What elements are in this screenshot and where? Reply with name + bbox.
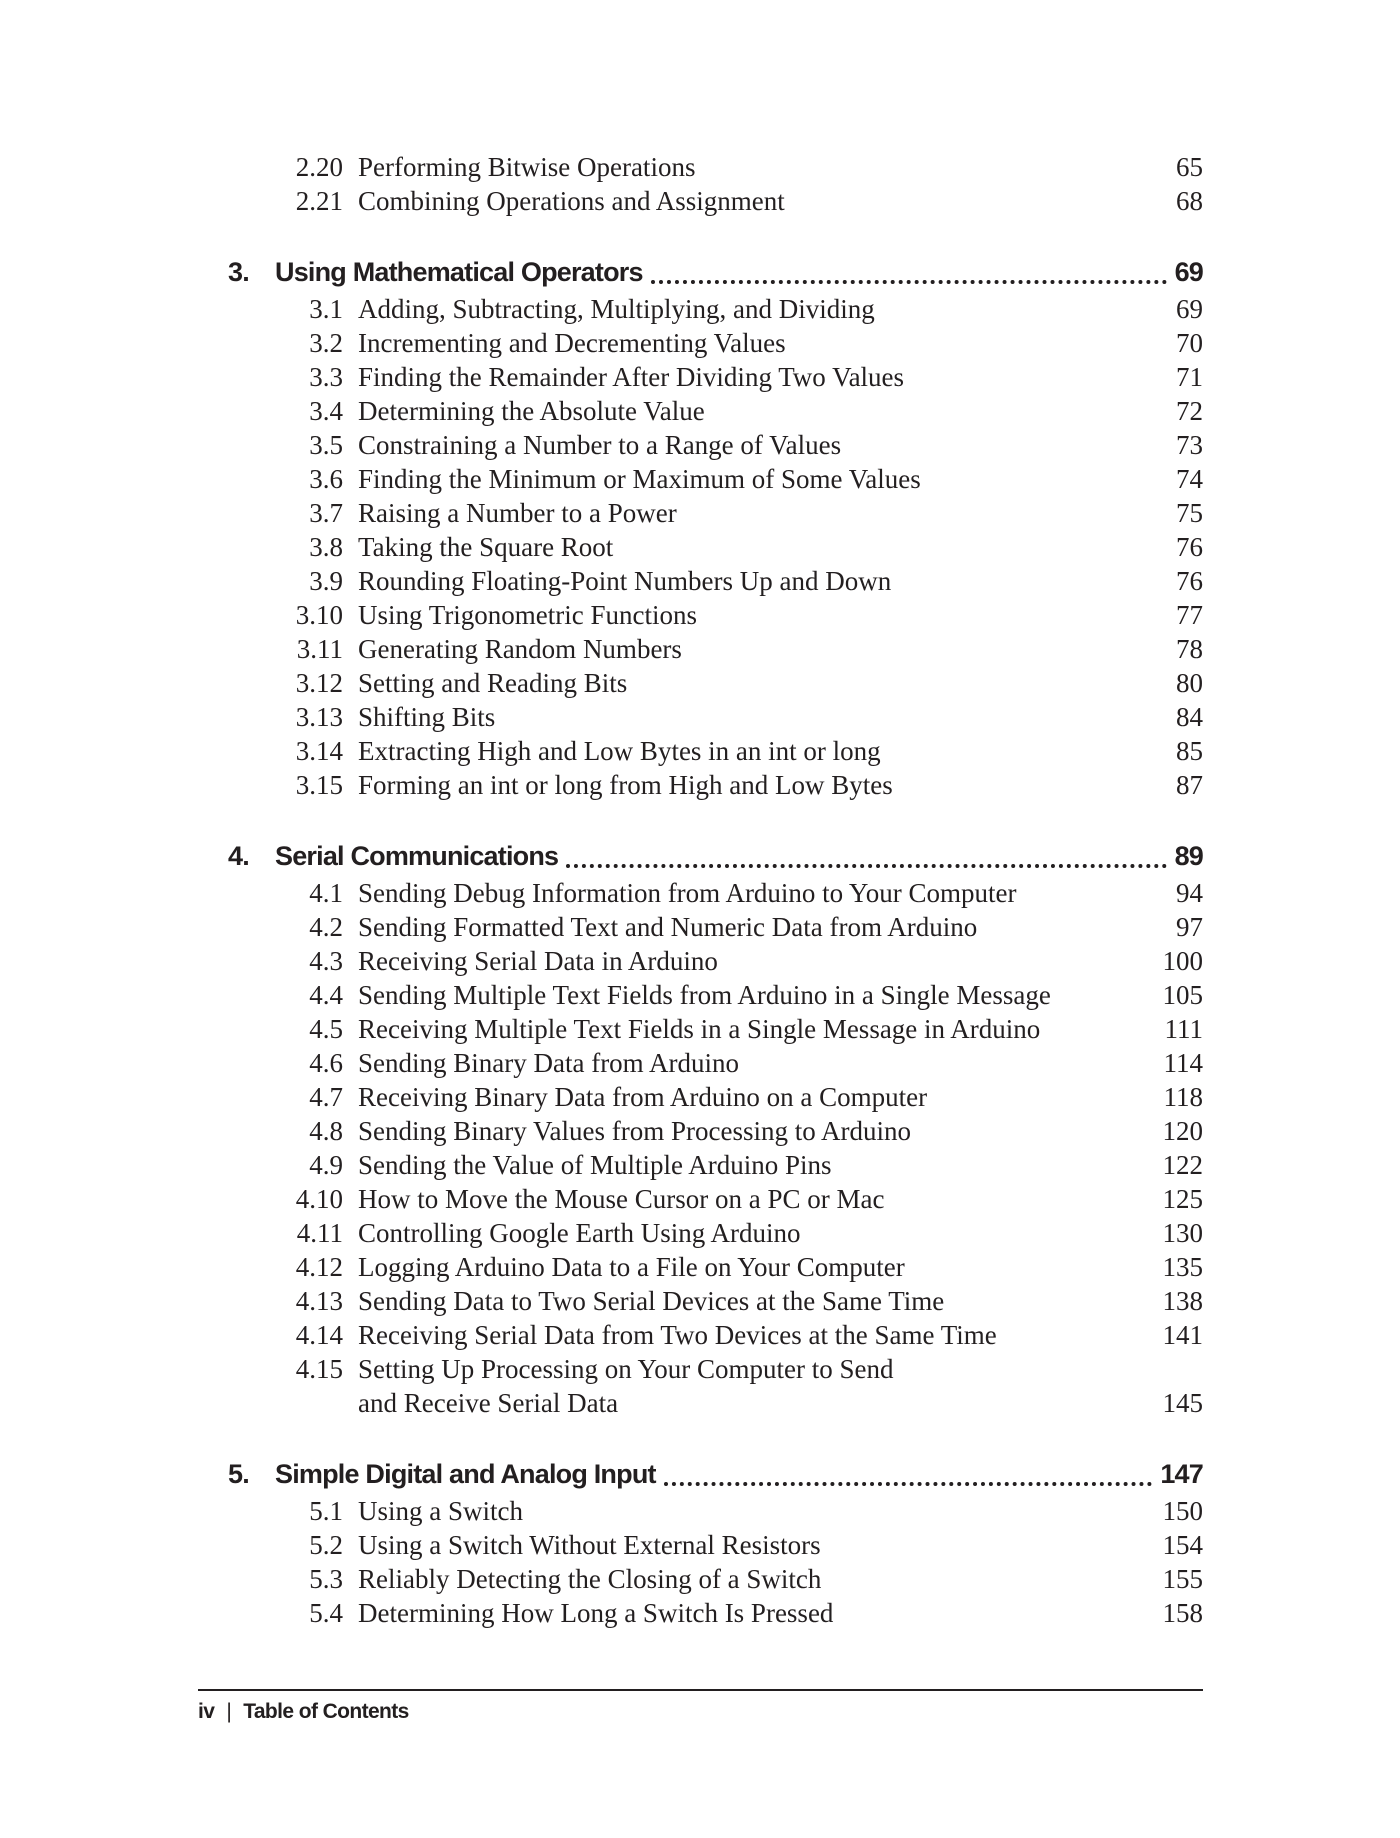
toc-entry[interactable]	[0, 1250, 1400, 1284]
toc-entry[interactable]	[0, 564, 1400, 598]
entry-title: Finding the Remainder After Dividing Two Values	[358, 362, 905, 392]
entry-title: Using Trigonometric Functions	[358, 600, 698, 630]
running-footer-title: Table of Contents	[243, 1700, 409, 1723]
entry-page: 145	[1162, 1388, 1203, 1418]
entry-title: Rounding Floating-Point Numbers Up and Down	[358, 566, 892, 596]
entry-title: Sending Binary Values from Processing to Arduino	[358, 1116, 911, 1146]
toc-entry[interactable]	[0, 768, 1400, 802]
entry-number: 3.4	[309, 396, 343, 426]
footer-separator: |	[226, 1700, 232, 1723]
entry-number: 3.10	[295, 600, 343, 630]
chapter-title: Using Mathematical Operators	[275, 257, 643, 287]
entry-page: 111	[1164, 1014, 1203, 1044]
entry-title: Reliably Detecting the Closing of a Switch	[358, 1564, 822, 1594]
entry-page: 87	[1176, 770, 1203, 800]
toc-entry[interactable]	[0, 292, 1400, 326]
entry-page: 75	[1176, 498, 1203, 528]
entry-title: Setting and Reading Bits	[358, 668, 628, 698]
toc-entry[interactable]	[0, 1182, 1400, 1216]
toc-entry[interactable]	[0, 978, 1400, 1012]
entry-page: 150	[1162, 1496, 1203, 1526]
entry-title: Sending the Value of Multiple Arduino Pins	[358, 1150, 832, 1180]
entry-page: 85	[1176, 736, 1203, 766]
entry-number: 2.20	[295, 152, 343, 182]
toc-entry[interactable]	[0, 734, 1400, 768]
toc-entry[interactable]	[0, 598, 1400, 632]
entry-page: 125	[1162, 1184, 1203, 1214]
toc-entry[interactable]	[0, 496, 1400, 530]
entry-page: 105	[1162, 980, 1203, 1010]
entry-number: 4.6	[309, 1048, 343, 1078]
entry-page: 76	[1176, 532, 1203, 562]
chapter-heading-4[interactable]	[0, 837, 1400, 875]
entry-title: Extracting High and Low Bytes in an int or long	[358, 736, 881, 766]
toc-entry[interactable]	[0, 394, 1400, 428]
entry-title: Receiving Binary Data from Arduino on a Computer	[358, 1082, 928, 1112]
toc-entry[interactable]	[0, 150, 1400, 184]
entry-page: 68	[1176, 186, 1203, 216]
entry-title-continuation: and Receive Serial Data	[358, 1388, 619, 1418]
entry-number: 4.3	[309, 946, 343, 976]
entry-page: 158	[1162, 1598, 1203, 1628]
entry-number: 3.14	[295, 736, 343, 766]
entry-title: Sending Binary Data from Arduino	[358, 1048, 739, 1078]
chapter-title: Simple Digital and Analog Input	[275, 1459, 656, 1489]
toc-entry[interactable]	[0, 632, 1400, 666]
entry-number: 4.12	[295, 1252, 343, 1282]
entry-title: Logging Arduino Data to a File on Your Computer	[358, 1252, 905, 1282]
toc-entry[interactable]	[0, 184, 1400, 218]
entry-page: 155	[1162, 1564, 1203, 1594]
toc-entry[interactable]	[0, 1596, 1400, 1630]
entry-page: 94	[1176, 878, 1203, 908]
page-footer	[198, 1697, 409, 1727]
entry-title: Finding the Minimum or Maximum of Some Values	[358, 464, 921, 494]
entry-number: 5.3	[309, 1564, 343, 1594]
chapter-number: 5.	[228, 1459, 249, 1489]
entry-number: 4.15	[295, 1354, 343, 1384]
entry-page: 122	[1162, 1150, 1203, 1180]
toc-entry[interactable]	[0, 1148, 1400, 1182]
entry-title: Receiving Serial Data in Arduino	[358, 946, 718, 976]
entry-number: 3.7	[309, 498, 343, 528]
entry-number: 3.13	[295, 702, 343, 732]
entry-title: Using a Switch	[358, 1496, 523, 1526]
entry-page: 130	[1162, 1218, 1203, 1248]
entry-number: 4.7	[309, 1082, 343, 1112]
toc-entry[interactable]	[0, 876, 1400, 910]
toc-entry[interactable]	[0, 1562, 1400, 1596]
entry-title: Sending Multiple Text Fields from Arduino in a Single Message	[358, 980, 1051, 1010]
chapter-number: 3.	[228, 257, 249, 287]
toc-entry[interactable]	[0, 462, 1400, 496]
entry-page: 135	[1162, 1252, 1203, 1282]
entry-number: 3.15	[295, 770, 343, 800]
entry-page: 118	[1163, 1082, 1203, 1112]
footer-divider	[198, 1689, 1203, 1691]
entry-number: 3.2	[309, 328, 343, 358]
entry-title: Sending Formatted Text and Numeric Data from Arduino	[358, 912, 978, 942]
entry-title: How to Move the Mouse Cursor on a PC or Mac	[358, 1184, 885, 1214]
entry-number: 3.12	[295, 668, 343, 698]
entry-title: Constraining a Number to a Range of Values	[358, 430, 842, 460]
entry-page: 65	[1176, 152, 1203, 182]
entry-page: 70	[1176, 328, 1203, 358]
toc-entry[interactable]	[0, 326, 1400, 360]
entry-title: Raising a Number to a Power	[358, 498, 677, 528]
entry-title: Taking the Square Root	[358, 532, 614, 562]
entry-number: 3.1	[309, 294, 343, 324]
entry-page: 72	[1176, 396, 1203, 426]
entry-number: 3.9	[309, 566, 343, 596]
entry-number: 3.6	[309, 464, 343, 494]
toc-entry[interactable]	[0, 1046, 1400, 1080]
entry-number: 5.1	[309, 1496, 343, 1526]
entry-title: Performing Bitwise Operations	[358, 152, 696, 182]
toc-entry[interactable]	[0, 700, 1400, 734]
dot-leader	[651, 280, 1167, 284]
chapter-page: 147	[1160, 1459, 1203, 1489]
toc-entry[interactable]	[0, 1012, 1400, 1046]
chapter-page: 69	[1174, 257, 1203, 287]
entry-title: Setting Up Processing on Your Computer to Send	[358, 1354, 894, 1384]
toc-entry[interactable]	[0, 1284, 1400, 1318]
toc-entry[interactable]	[0, 1352, 1400, 1386]
toc-entry[interactable]	[0, 1080, 1400, 1114]
entry-number: 5.4	[309, 1598, 343, 1628]
entry-page: 100	[1162, 946, 1203, 976]
entry-title: Sending Data to Two Serial Devices at the Same Time	[358, 1286, 945, 1316]
toc-entry[interactable]	[0, 1114, 1400, 1148]
toc-entry[interactable]	[0, 530, 1400, 564]
entry-title: Sending Debug Information from Arduino to Your Computer	[358, 878, 1017, 908]
entry-title: Incrementing and Decrementing Values	[358, 328, 786, 358]
page-number: iv	[198, 1700, 215, 1723]
entry-page: 114	[1163, 1048, 1203, 1078]
entry-page: 154	[1162, 1530, 1203, 1560]
toc-entry[interactable]	[0, 1494, 1400, 1528]
entry-page: 71	[1176, 362, 1203, 392]
entry-page: 120	[1162, 1116, 1203, 1146]
chapter-heading-5[interactable]	[0, 1455, 1400, 1493]
entry-page: 73	[1176, 430, 1203, 460]
entry-title: Determining How Long a Switch Is Pressed	[358, 1598, 834, 1628]
entry-number: 3.8	[309, 532, 343, 562]
entry-page: 77	[1176, 600, 1203, 630]
entry-number: 4.14	[295, 1320, 343, 1350]
toc-entry[interactable]	[0, 666, 1400, 700]
chapter-page: 89	[1174, 841, 1203, 871]
entry-page: 84	[1176, 702, 1203, 732]
dot-leader	[664, 1482, 1153, 1486]
chapter-heading-3[interactable]	[0, 253, 1400, 291]
entry-title: Using a Switch Without External Resistors	[358, 1530, 821, 1560]
entry-number: 4.5	[309, 1014, 343, 1044]
entry-title: Shifting Bits	[358, 702, 496, 732]
entry-number: 5.2	[309, 1530, 343, 1560]
dot-leader	[566, 864, 1166, 868]
entry-title: Combining Operations and Assignment	[358, 186, 785, 216]
entry-title: Determining the Absolute Value	[358, 396, 705, 426]
entry-title: Receiving Multiple Text Fields in a Single Message in Arduino	[358, 1014, 1041, 1044]
entry-number: 4.11	[296, 1218, 343, 1248]
entry-page: 138	[1162, 1286, 1203, 1316]
entry-title: Controlling Google Earth Using Arduino	[358, 1218, 801, 1248]
entry-title: Forming an int or long from High and Low Bytes	[358, 770, 893, 800]
toc-entry[interactable]	[0, 910, 1400, 944]
entry-number: 4.10	[295, 1184, 343, 1214]
toc-entry[interactable]	[0, 1318, 1400, 1352]
toc-entry[interactable]	[0, 360, 1400, 394]
toc-entry-continuation[interactable]	[0, 1386, 1400, 1420]
entry-title: Receiving Serial Data from Two Devices at the Same Time	[358, 1320, 997, 1350]
chapter-number: 4.	[228, 841, 249, 871]
entry-page: 80	[1176, 668, 1203, 698]
entry-number: 3.3	[309, 362, 343, 392]
entry-page: 141	[1162, 1320, 1203, 1350]
entry-page: 97	[1176, 912, 1203, 942]
entry-number: 4.1	[309, 878, 343, 908]
toc-entry[interactable]	[0, 944, 1400, 978]
entry-page: 69	[1176, 294, 1203, 324]
entry-title: Generating Random Numbers	[358, 634, 682, 664]
entry-number: 4.2	[309, 912, 343, 942]
entry-title: Adding, Subtracting, Multiplying, and Dividing	[358, 294, 875, 324]
entry-number: 3.11	[296, 634, 343, 664]
toc-entry[interactable]	[0, 428, 1400, 462]
entry-number: 2.21	[295, 186, 343, 216]
toc-entry[interactable]	[0, 1528, 1400, 1562]
toc-entry[interactable]	[0, 1216, 1400, 1250]
chapter-title: Serial Communications	[275, 841, 559, 871]
entry-page: 74	[1176, 464, 1203, 494]
entry-number: 4.4	[309, 980, 343, 1010]
entry-page: 78	[1176, 634, 1203, 664]
entry-number: 4.8	[309, 1116, 343, 1146]
entry-number: 4.13	[295, 1286, 343, 1316]
entry-number: 4.9	[309, 1150, 343, 1180]
entry-page: 76	[1176, 566, 1203, 596]
entry-number: 3.5	[309, 430, 343, 460]
